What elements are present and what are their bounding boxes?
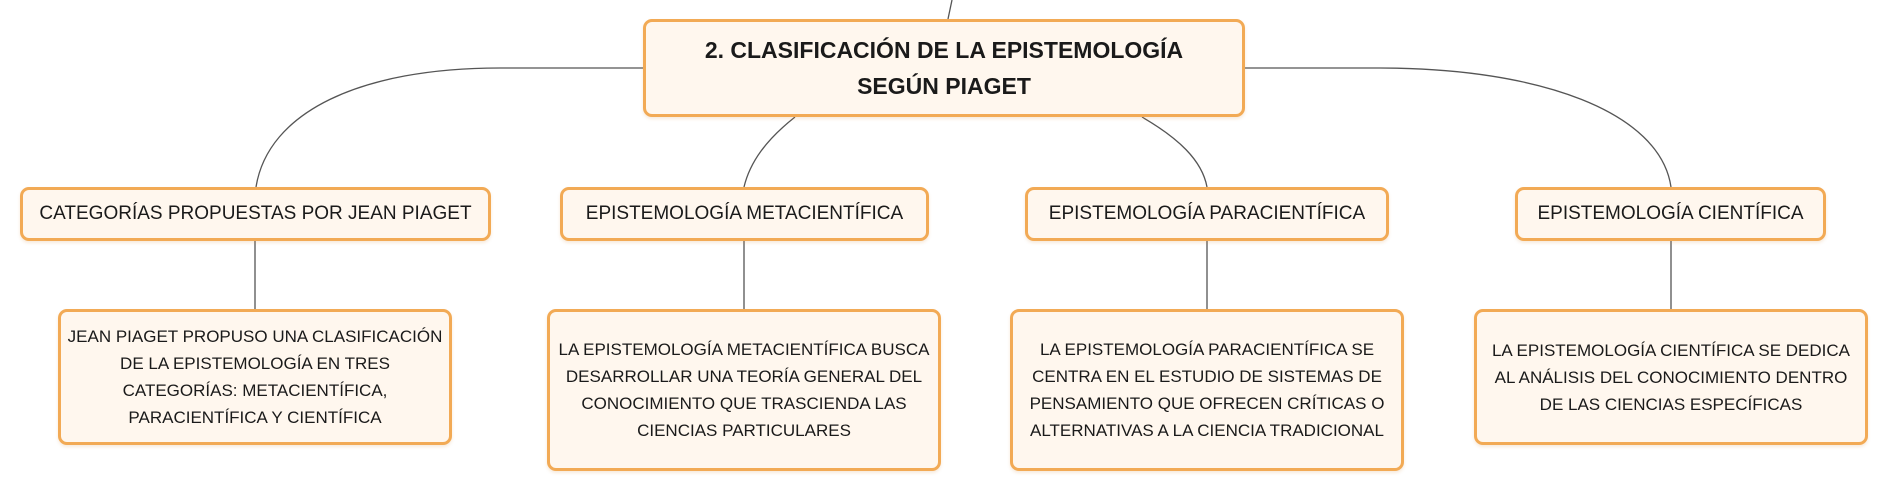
- connector-root-to-cat-3: [1142, 117, 1207, 187]
- topic-categorias-piaget[interactable]: [20, 187, 491, 241]
- topic-label: CATEGORÍAS PROPUESTAS POR JEAN PIAGET: [39, 203, 472, 224]
- topic-metacientifica[interactable]: [560, 187, 929, 241]
- subtopic-metacientifica-detail[interactable]: [547, 309, 941, 471]
- root-topic-title: 2. CLASIFICACIÓN DE LA EPISTEMOLOGÍA SEGÚN PIAGET: [704, 37, 1184, 99]
- subtopic-cientifica-detail[interactable]: [1474, 309, 1868, 445]
- connector-root-to-cat-4: [1245, 68, 1671, 187]
- subtopic-text: LA EPISTEMOLOGÍA METACIENTÍFICA BUSCA DESARROLLAR UNA TEORÍA GENERAL DEL CONOCIMIENTO QUE TRASCIENDA LAS CIENCIAS PARTICULARES: [558, 340, 930, 440]
- subtopic-categorias-piaget-detail[interactable]: [58, 309, 452, 445]
- topic-label: EPISTEMOLOGÍA METACIENTÍFICA: [585, 203, 904, 224]
- subtopic-text: LA EPISTEMOLOGÍA PARACIENTÍFICA SE CENTRA EN EL ESTUDIO DE SISTEMAS DE PENSAMIENTO QUE OFRECEN CRÍTICAS O ALTERNATIVAS A LA CIENCIA TRADICIONAL: [1029, 340, 1385, 440]
- root-topic[interactable]: [643, 19, 1245, 117]
- topic-label: EPISTEMOLOGÍA PARACIENTÍFICA: [1048, 203, 1366, 224]
- subtopic-text: JEAN PIAGET PROPUSO UNA CLASIFICACIÓN DE LA EPISTEMOLOGÍA EN TRES CATEGORÍAS: METACIENTÍFICA, PARACIENTÍFICA Y CIENTÍFICA: [67, 327, 443, 427]
- connector-root-to-cat-1: [256, 68, 643, 187]
- topic-label: EPISTEMOLOGÍA CIENTÍFICA: [1537, 203, 1804, 224]
- subtopic-text: LA EPISTEMOLOGÍA CIENTÍFICA SE DEDICA AL ANÁLISIS DEL CONOCIMIENTO DENTRO DE LAS CIENCIAS ESPECÍFICAS: [1491, 340, 1851, 414]
- connector-parent-to-root: [948, 0, 952, 19]
- topic-paracientifica[interactable]: [1025, 187, 1389, 241]
- connector-root-to-cat-2: [744, 117, 795, 187]
- subtopic-paracientifica-detail[interactable]: [1010, 309, 1404, 471]
- topic-cientifica[interactable]: [1515, 187, 1826, 241]
